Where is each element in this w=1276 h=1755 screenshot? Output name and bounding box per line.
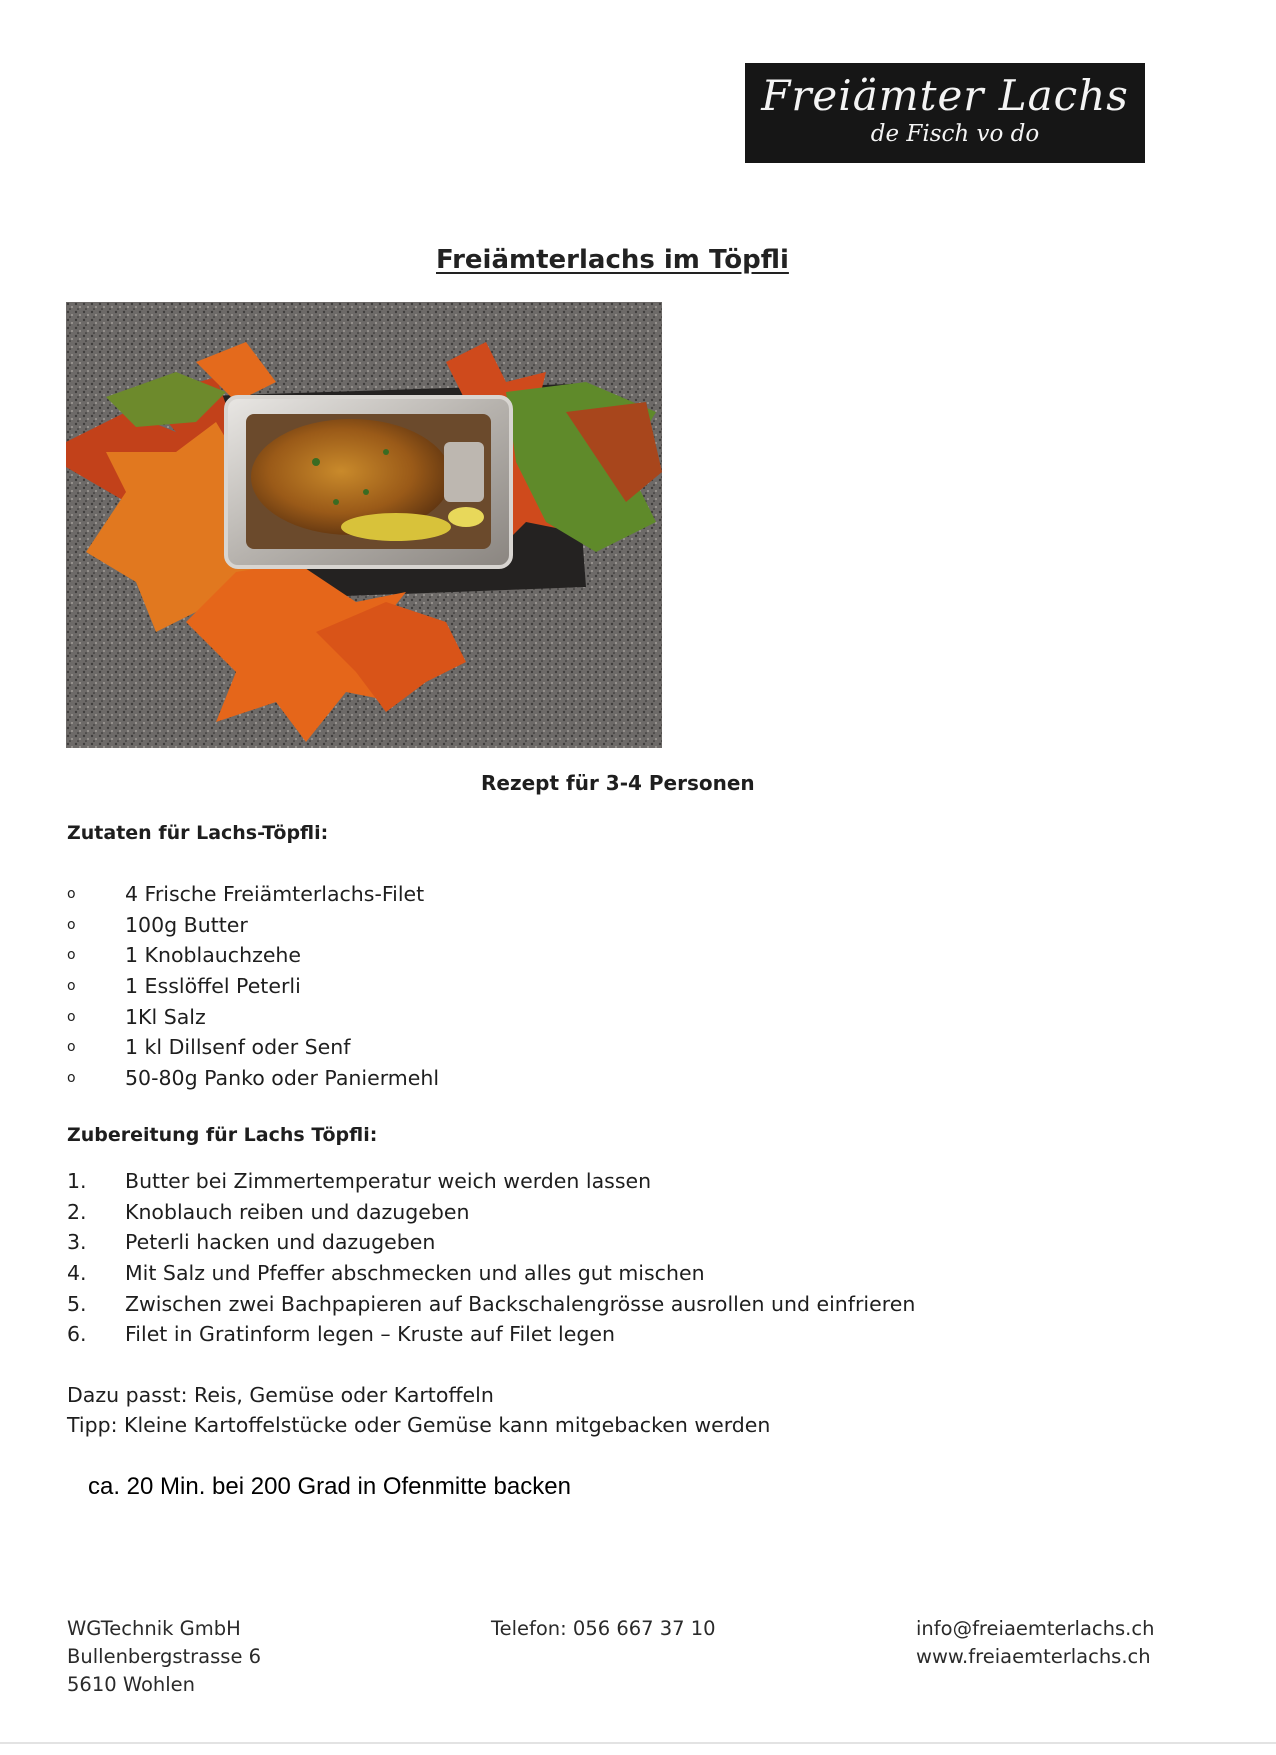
bullet-marker: o [67,1070,76,1087]
step-number: 6. [67,1322,87,1347]
brand-name: Freiämter Lachs [761,71,1129,120]
bullet-marker: o [67,1039,76,1056]
ingredient-text: 1 kl Dillsenf oder Senf [125,1035,351,1060]
brand-tagline: de Fisch vo do [870,121,1040,147]
step-text: Filet in Gratinform legen – Kruste auf Filet legen [125,1322,615,1347]
brand-logo [745,63,1145,163]
salmon-dish-photo [66,302,662,748]
footer-street: Bullenbergstrasse 6 [67,1645,262,1668]
ingredients-heading: Zutaten für Lachs-Töpfli: [67,822,329,844]
bullet-marker: o [67,947,76,964]
servings-info: Rezept für 3-4 Personen [481,771,755,795]
bullet-marker: o [67,916,76,933]
footer-contact [491,1615,716,1643]
step-number: 5. [67,1291,87,1316]
step-number: 3. [67,1230,87,1255]
serving-suggestion: Dazu passt: Reis, Gemüse oder Kartoffeln [67,1383,494,1407]
ingredient-text: 100g Butter [125,912,248,937]
footer-email: info@freiaemterlachs.ch [916,1617,1155,1640]
step-number: 1. [67,1169,87,1193]
step-number: 4. [67,1261,87,1286]
recipe-title: Freiämterlachs im Töpfli [436,245,789,275]
step-number: 2. [67,1199,87,1224]
step-text: Mit Salz und Pfeffer abschmecken und alles gut mischen [125,1261,705,1286]
bullet-marker: o [67,978,76,995]
step-text: Zwischen zwei Bachpapieren auf Backschalengrösse ausrollen und einfrieren [125,1291,916,1316]
footer-company: WGTechnik GmbH [67,1617,241,1640]
step-text: Peterli hacken und dazugeben [125,1230,436,1255]
ingredient-text: 1 Knoblauchzehe [125,943,302,968]
bullet-marker: o [67,886,76,902]
ingredient-text: 4 Frische Freiämterlachs-Filet [125,882,425,906]
footer-phone: Telefon: 056 667 37 10 [491,1617,716,1640]
ingredient-text: 50-80g Panko oder Paniermehl [125,1066,440,1091]
step-text: Knoblauch reiben und dazugeben [125,1199,470,1224]
footer-online [916,1615,1155,1671]
footer-website: www.freiaemterlachs.ch [916,1645,1151,1668]
bullet-marker: o [67,1008,76,1025]
footer-address [67,1615,261,1699]
tip-note: Tipp: Kleine Kartoffelstücke oder Gemüse kann mitgebacken werden [67,1413,771,1437]
ingredient-text: 1Kl Salz [125,1004,206,1029]
page-edge [0,1742,1276,1744]
baking-instruction: ca. 20 Min. bei 200 Grad in Ofenmitte backen [88,1473,571,1500]
preparation-heading: Zubereitung für Lachs Töpfli: [67,1124,378,1146]
ingredient-text: 1 Esslöffel Peterli [125,974,301,999]
footer-city: 5610 Wohlen [67,1673,196,1696]
step-text: Butter bei Zimmertemperatur weich werden lassen [125,1169,652,1193]
